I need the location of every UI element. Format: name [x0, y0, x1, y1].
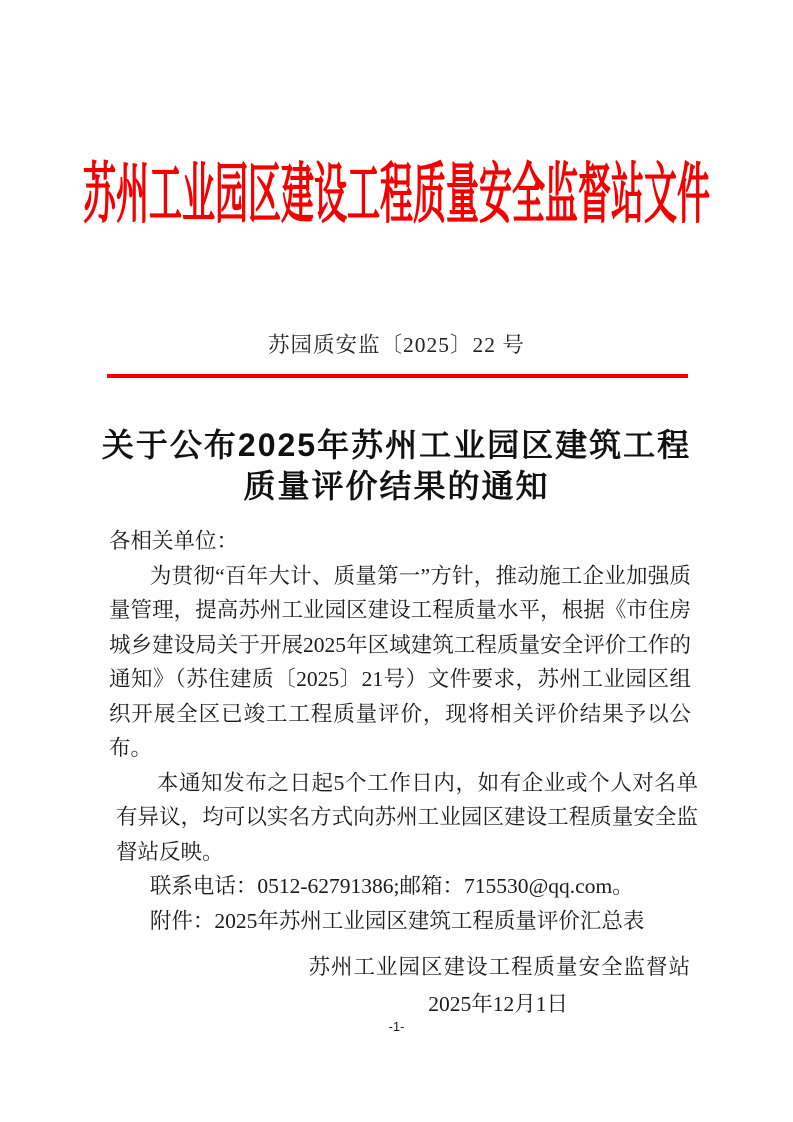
document-number: 苏园质安监〔2025〕22 号 [268, 333, 525, 357]
salutation: 各相关单位： [109, 529, 239, 553]
contact-line: 联系电话：0512-62791386;邮箱：715530@qq.com。 [149, 874, 634, 898]
letterhead-banner: 苏州工业园区建设工程质量安全监督站文件 [83, 160, 710, 233]
paragraph-objection: 本通知发布之日起5个工作日内，如有企业或个人对名单有异议，均可以实名方式向苏州工业园区建设工程质量安全监督站反映。 [116, 770, 698, 864]
attachment-line: 附件：2025年苏州工业园区建筑工程质量评价汇总表 [149, 908, 645, 933]
paragraph-policy: 为贯彻“百年大计、质量第一”方针，推动施工企业加强质量管理，提高苏州工业园区建设工程质量水平，根据《市住房城乡建设局关于开展2025年区域建筑工程质量安全评价工作的通知》（苏住建质〔2025〕21号）文件要求，苏州工业园区组织开展全区已竣工工程质量评价，现将相关评价结果予以公布。 [109, 563, 691, 760]
document-body [109, 524, 698, 938]
signature-date: 2025年12月1日 [428, 992, 568, 1016]
signature-organization: 苏州工业园区建设工程质量安全监督站 [308, 955, 691, 979]
document-title [0, 425, 793, 507]
document-title-line2: 质量评价结果的通知 [243, 468, 550, 504]
page-number: -1- [388, 1019, 405, 1034]
red-divider-line [107, 374, 688, 378]
document-title-line1: 关于公布2025年苏州工业园区建筑工程 [101, 427, 692, 463]
